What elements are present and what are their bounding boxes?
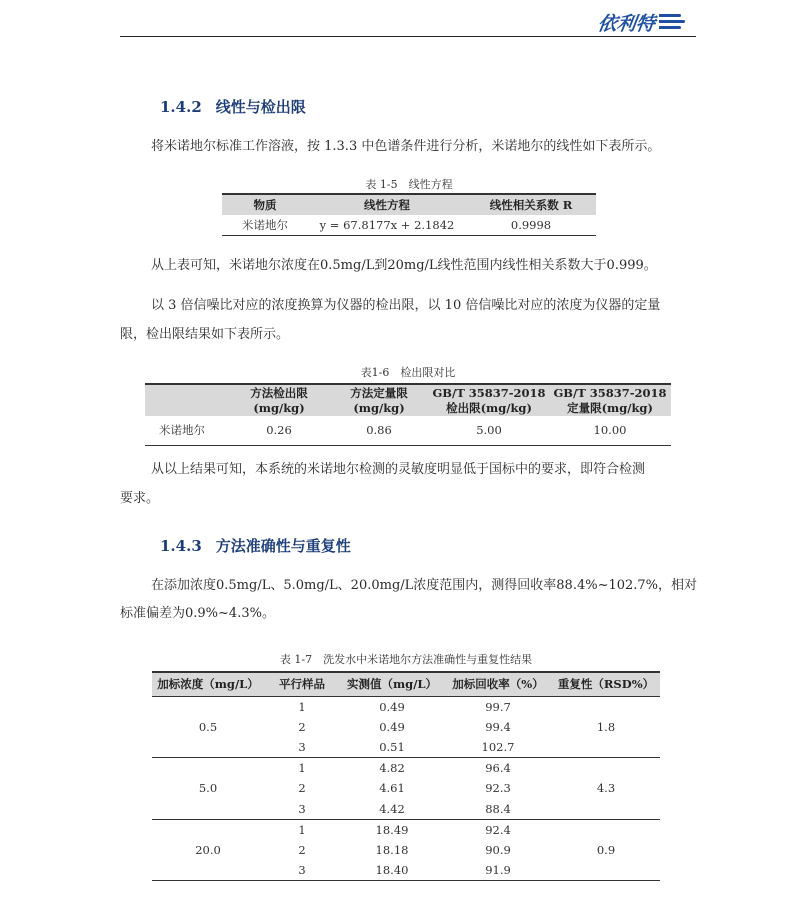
- table-header-row: [222, 194, 596, 215]
- cell-substance: 米诺地尔: [159, 423, 205, 438]
- cell-recovery: 102.7: [444, 737, 552, 758]
- sensitivity-conclusion-line2: 要求。: [120, 491, 160, 506]
- col-header-gb-loq: [549, 384, 671, 416]
- col-header-method-loq: [329, 384, 429, 416]
- company-logo: [598, 9, 685, 35]
- header-line1: 方法检出限: [250, 385, 308, 400]
- cell-spike-conc: 5.0: [152, 758, 264, 820]
- table-row: [222, 215, 596, 235]
- col-header-replicate: 平行样品: [264, 672, 340, 696]
- detection-paragraph-line1: 以 3 倍信噪比对应的浓度换算为仪器的检出限，以 10 倍信噪比对应的浓度为仪器的定量: [151, 298, 661, 313]
- cell-replicate: 2: [298, 781, 306, 796]
- cell-replicate: 2: [298, 842, 306, 857]
- cell-measured: 4.61: [379, 781, 405, 796]
- cell-measured: 0.49: [379, 699, 405, 714]
- cell-spike-conc: 0.5: [152, 696, 264, 758]
- table-1-5-caption: 表 1-5 线性方程: [365, 178, 453, 191]
- col-header-correlation: 线性相关系数 R: [466, 194, 596, 215]
- cell-recovery: 92.4: [485, 822, 511, 837]
- col-header-spike-conc: 加标浓度（mg/L）: [152, 672, 264, 696]
- cell-gb-loq: 10.00: [593, 423, 627, 438]
- header-line2: 定量限(mg/kg): [567, 400, 653, 415]
- cell-spike-conc: 20.0: [195, 842, 221, 857]
- cell-measured: 0.51: [340, 737, 444, 758]
- logo-text: 依利特: [596, 12, 657, 35]
- section-number: 1.4.3: [160, 537, 202, 555]
- cell-replicate: 2: [298, 719, 306, 734]
- section-heading-1-4-2: [160, 96, 306, 117]
- detection-paragraph-line2: 限，检出限结果如下表所示。: [120, 327, 290, 342]
- table-1-6-caption: 表1-6 检出限对比: [360, 366, 456, 379]
- cell-replicate: 3: [264, 737, 340, 758]
- cell-replicate: 1: [298, 822, 306, 837]
- cell-replicate: 1: [298, 699, 306, 714]
- cell-recovery: 99.7: [485, 699, 511, 714]
- header-line1: GB/T 35837-2018: [553, 385, 667, 400]
- cell-correlation: 0.9998: [510, 217, 552, 232]
- linearity-conclusion: 从上表可知，米诺地尔浓度在0.5mg/L到20mg/L线性范围内线性相关系数大于0.999。: [151, 258, 657, 273]
- cell-replicate: 3: [264, 799, 340, 820]
- cell-measured: 4.42: [340, 799, 444, 820]
- accuracy-paragraph-line2: 标准偏差为0.9%~4.3%。: [120, 606, 275, 621]
- col-header-recovery: 加标回收率（%）: [444, 672, 552, 696]
- cell-recovery: 99.4: [485, 719, 511, 734]
- table-row: [152, 819, 660, 840]
- three-bars-logo-icon: [659, 13, 685, 31]
- section-heading-1-4-3: [160, 535, 351, 556]
- table-row: [152, 758, 660, 779]
- cell-rsd: 0.9: [596, 842, 616, 857]
- table-row: [145, 416, 671, 445]
- section-title: 方法准确性与重复性: [215, 537, 351, 555]
- header-line2: 检出限(mg/kg): [446, 400, 532, 415]
- col-header-measured: 实测值（mg/L）: [340, 672, 444, 696]
- table-header-row: [145, 384, 671, 416]
- col-header-equation: 线性方程: [308, 194, 466, 215]
- cell-replicate: 1: [298, 761, 306, 775]
- cell-substance: 米诺地尔: [242, 217, 288, 232]
- cell-measured: 18.18: [375, 842, 409, 857]
- cell-recovery: 91.9: [485, 863, 511, 877]
- cell-recovery: 92.3: [485, 781, 511, 796]
- section-title: 线性与检出限: [215, 98, 306, 116]
- col-header-substance: 物质: [222, 194, 308, 215]
- col-header-method-lod: [229, 384, 329, 416]
- cell-gb-lod: 5.00: [476, 423, 502, 438]
- header-line1: 方法定量限: [350, 385, 408, 400]
- section-number: 1.4.2: [160, 98, 202, 116]
- header-line2: (mg/kg): [253, 400, 305, 415]
- col-header-rsd: 重复性（RSD%）: [552, 672, 660, 696]
- cell-rsd: 1.8: [552, 696, 660, 758]
- col-header-blank: [145, 384, 229, 416]
- col-header-gb-lod: [429, 384, 549, 416]
- cell-measured: 0.49: [379, 719, 405, 734]
- intro-paragraph: 将米诺地尔标准工作溶液，按 1.3.3 中色谱条件进行分析，米诺地尔的线性如下表所示。: [151, 139, 661, 154]
- header-line2: (mg/kg): [353, 400, 405, 415]
- table-row: [152, 696, 660, 717]
- cell-measured: 18.49: [375, 822, 409, 837]
- header-divider: [120, 36, 696, 37]
- table-1-7-caption: 表 1-7 洗发水中米诺地尔方法准确性与重复性结果: [279, 653, 533, 666]
- cell-method-lod: 0.26: [266, 423, 292, 438]
- detection-limit-table: [145, 383, 671, 446]
- cell-recovery: 90.9: [485, 842, 511, 857]
- cell-measured: 18.40: [375, 863, 409, 877]
- accuracy-paragraph-line1: 在添加浓度0.5mg/L、5.0mg/L、20.0mg/L浓度范围内，测得回收率88.4%~102.7%，相对: [151, 578, 698, 593]
- page-header: [0, 0, 788, 40]
- accuracy-repeatability-table: [152, 671, 660, 881]
- cell-equation: y = 67.8177x + 2.1842: [319, 217, 455, 232]
- header-line1: GB/T 35837-2018: [432, 385, 546, 400]
- cell-replicate: 3: [298, 863, 306, 877]
- cell-rsd: 4.3: [552, 758, 660, 820]
- linearity-table: [222, 193, 596, 236]
- cell-measured: 4.82: [379, 761, 405, 775]
- sensitivity-conclusion-line1: 从以上结果可知，本系统的米诺地尔检测的灵敏度明显低于国标中的要求，即符合检测: [151, 462, 646, 477]
- cell-recovery: 88.4: [444, 799, 552, 820]
- cell-recovery: 96.4: [485, 761, 511, 775]
- table-header-row: [152, 672, 660, 696]
- cell-method-loq: 0.86: [366, 423, 392, 438]
